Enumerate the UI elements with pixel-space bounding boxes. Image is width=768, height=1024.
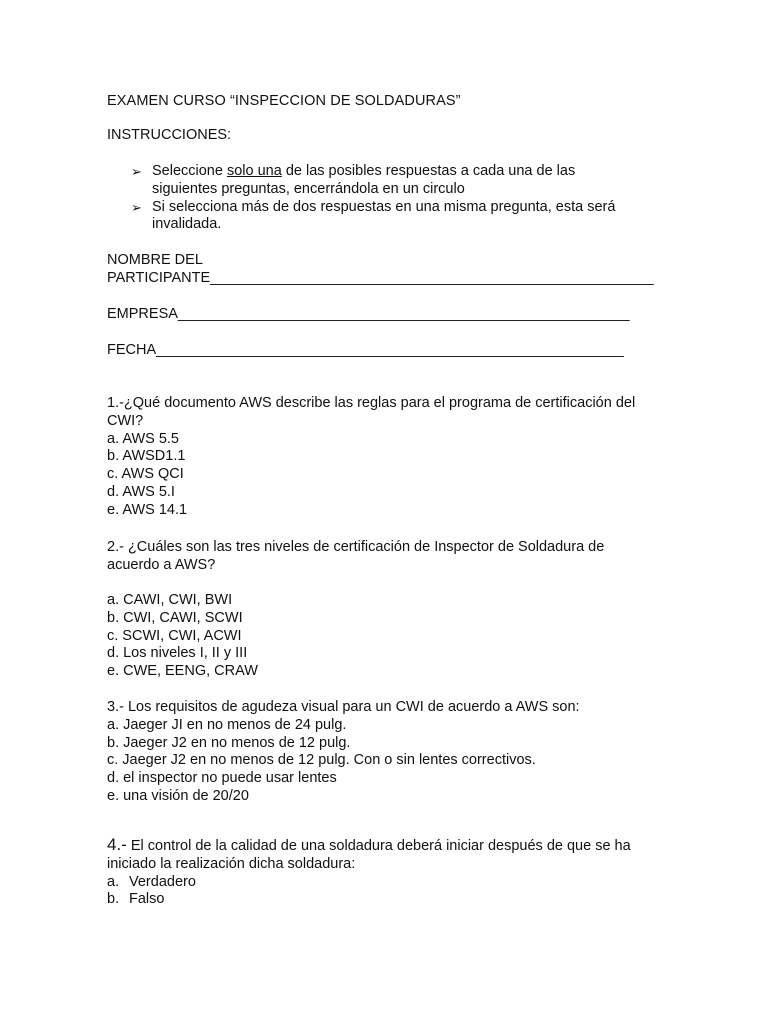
instruction-text: de las posibles respuestas a cada una de las siguientes preguntas, encerrándola en un circulo — [152, 163, 576, 197]
answer-option[interactable]: c. SCWI, CWI, ACWI — [107, 627, 242, 644]
participant-name-label: NOMBRE DEL — [107, 252, 203, 268]
question-text: 2.- ¿Cuáles son las tres niveles de certificación de Inspector de Soldadura de — [107, 539, 605, 555]
answer-option[interactable]: a. CAWI, CWI, BWI — [107, 592, 233, 608]
instruction-item — [107, 163, 667, 199]
question-text: acuerdo a AWS? — [107, 556, 216, 573]
answer-option[interactable]: e. AWS 14.1 — [107, 501, 188, 518]
question-number: 4.- — [107, 835, 127, 854]
answer-option[interactable]: c. AWS QCI — [107, 466, 184, 483]
arrow-bullet-icon: ➢ — [131, 199, 142, 215]
instruction-item — [107, 199, 667, 235]
question-text: El control de la calidad de una soldadura deberá iniciar después de que se ha — [126, 838, 631, 854]
question-text: iniciado la realización dicha soldadura: — [107, 855, 356, 872]
answer-option[interactable]: b. Jaeger J2 en no menos de 12 pulg. — [107, 734, 351, 751]
participant-name-field[interactable] — [107, 252, 667, 288]
option-text: Falso — [129, 891, 165, 908]
option-letter: a. — [107, 873, 120, 890]
answer-option[interactable]: d. AWS 5.I — [107, 483, 175, 500]
question-2 — [107, 539, 667, 575]
question-2-options — [107, 592, 667, 681]
answer-option[interactable] — [107, 874, 667, 892]
instruction-text: Seleccione — [152, 163, 227, 179]
company-field[interactable]: EMPRESA________________________________________________________ — [107, 306, 630, 322]
question-text: CWI? — [107, 412, 144, 429]
option-text: Verdadero — [129, 873, 196, 890]
instructions-heading: INSTRUCCIONES: — [107, 127, 232, 143]
date-field[interactable]: FECHA__________________________________________________________ — [107, 342, 624, 358]
answer-option[interactable]: a. AWS 5.5 — [107, 430, 179, 447]
answer-option[interactable]: b. CWI, CAWI, SCWI — [107, 609, 243, 626]
answer-option[interactable]: a. Jaeger JI en no menos de 24 pulg. — [107, 716, 347, 733]
answer-option[interactable] — [107, 891, 667, 909]
arrow-bullet-icon: ➢ — [131, 164, 142, 179]
question-3 — [107, 699, 667, 806]
question-number: 1.- — [107, 395, 124, 411]
answer-option[interactable]: e. una visión de 20/20 — [107, 787, 249, 804]
answer-option[interactable]: b. AWSD1.1 — [107, 448, 186, 465]
answer-option[interactable]: c. Jaeger J2 en no menos de 12 pulg. Con o sin lentes correctivos. — [107, 752, 536, 769]
exam-title: EXAMEN CURSO “INSPECCION DE SOLDADURAS” — [107, 93, 461, 109]
participant-name-line[interactable]: PARTICIPANTE_______________________________________________________ — [107, 269, 654, 286]
question-text: 3.- Los requisitos de agudeza visual para un CWI de acuerdo a AWS son: — [107, 699, 580, 715]
answer-option[interactable]: e. CWE, EENG, CRAW — [107, 663, 258, 680]
answer-option[interactable]: d. Los niveles I, II y III — [107, 645, 248, 662]
question-4 — [107, 836, 667, 909]
question-1 — [107, 395, 667, 520]
answer-option[interactable]: d. el inspector no puede usar lentes — [107, 770, 337, 787]
instruction-text: Si selecciona más de dos respuestas en una misma pregunta, esta será invalidada. — [152, 198, 616, 233]
instruction-underlined-text: solo una — [226, 163, 282, 179]
instructions-list — [107, 163, 667, 234]
question-text: ¿Qué documento AWS describe las reglas para el programa de certificación del — [123, 395, 636, 411]
option-letter: b. — [107, 891, 120, 908]
